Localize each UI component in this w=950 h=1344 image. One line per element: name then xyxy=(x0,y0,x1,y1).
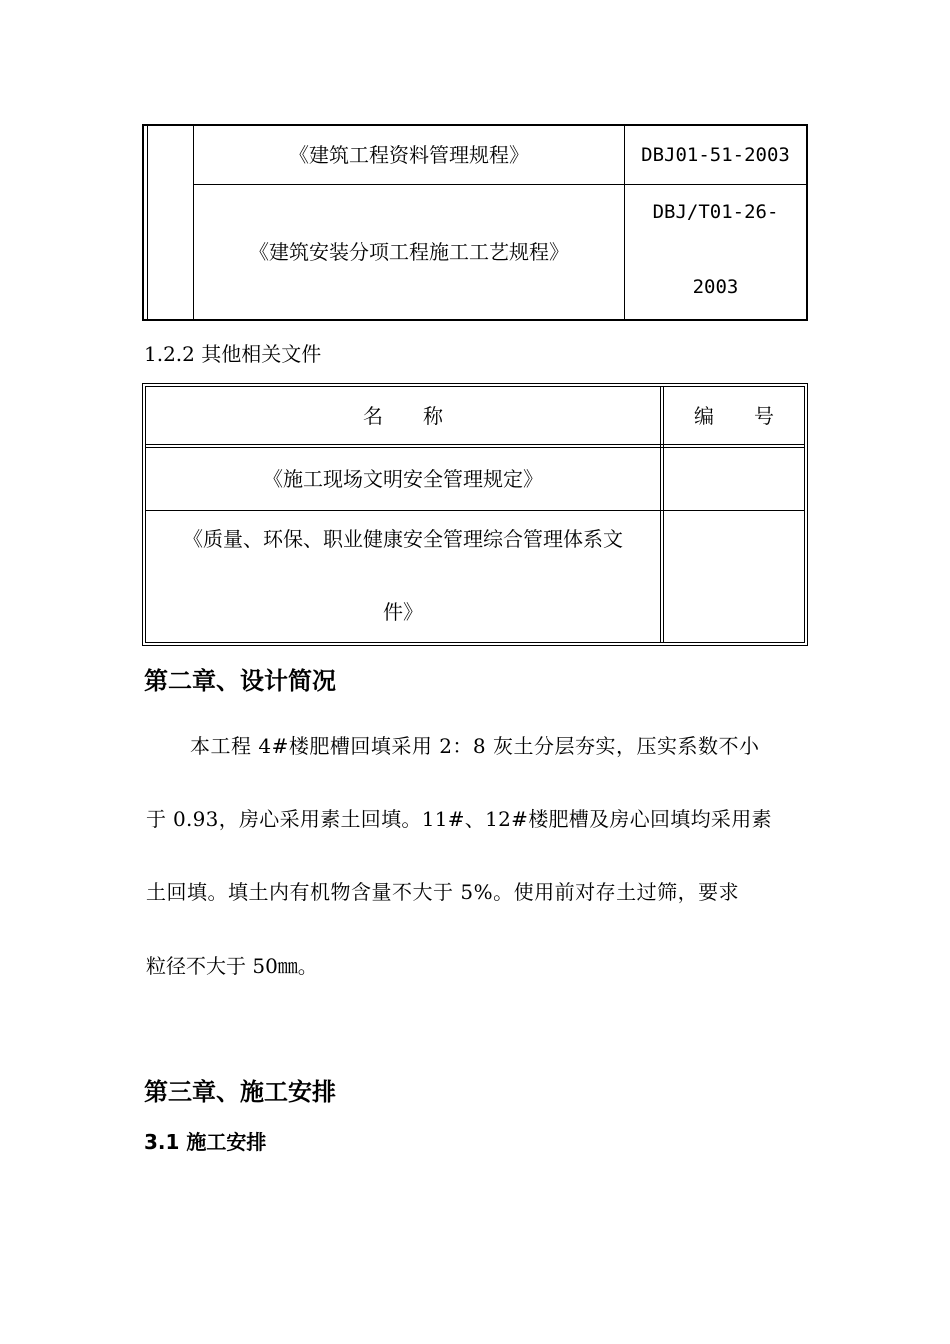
section-title: 1.2.2 其他相关文件 xyxy=(144,342,322,366)
table-row-name-line2: 件》 xyxy=(383,600,423,624)
chapter-title: 第三章、施工安排 xyxy=(144,1078,336,1106)
section-title: 3.1 施工安排 xyxy=(144,1130,267,1154)
table-row-name: 《建筑安装分项工程施工工艺规程》 xyxy=(249,240,569,264)
table-row-name: 《施工现场文明安全管理规定》 xyxy=(263,467,543,491)
table-row-code-line2: 2003 xyxy=(692,275,739,298)
header-code: 编 号 xyxy=(694,403,774,428)
paragraph-line: 粒径不大于 50㎜。 xyxy=(146,954,318,978)
paragraph-line: 土回填。填土内有机物含量不大于 5%。使用前对存土过筛，要求 xyxy=(146,880,740,904)
table-row-code xyxy=(664,511,804,642)
table-row-code: DBJ01-51-2003 xyxy=(641,143,790,166)
paragraph-line: 于 0.93，房心采用素土回填。11#、12#楼肥槽及房心回填均采用素 xyxy=(146,807,772,831)
header-name: 名 称 xyxy=(363,403,443,428)
table-row-code-line1: DBJ/T01-26- xyxy=(652,200,779,223)
table-row-name-line1: 《质量、环保、职业健康安全管理综合管理体系文 xyxy=(183,527,623,551)
paragraph-line: 本工程 4#楼肥槽回填采用 2：8 灰土分层夯实，压实系数不小 xyxy=(190,734,760,758)
table-row-code xyxy=(664,448,804,510)
chapter-title: 第二章、设计简况 xyxy=(144,667,336,695)
table-row-name: 《建筑工程资料管理规程》 xyxy=(289,143,529,167)
